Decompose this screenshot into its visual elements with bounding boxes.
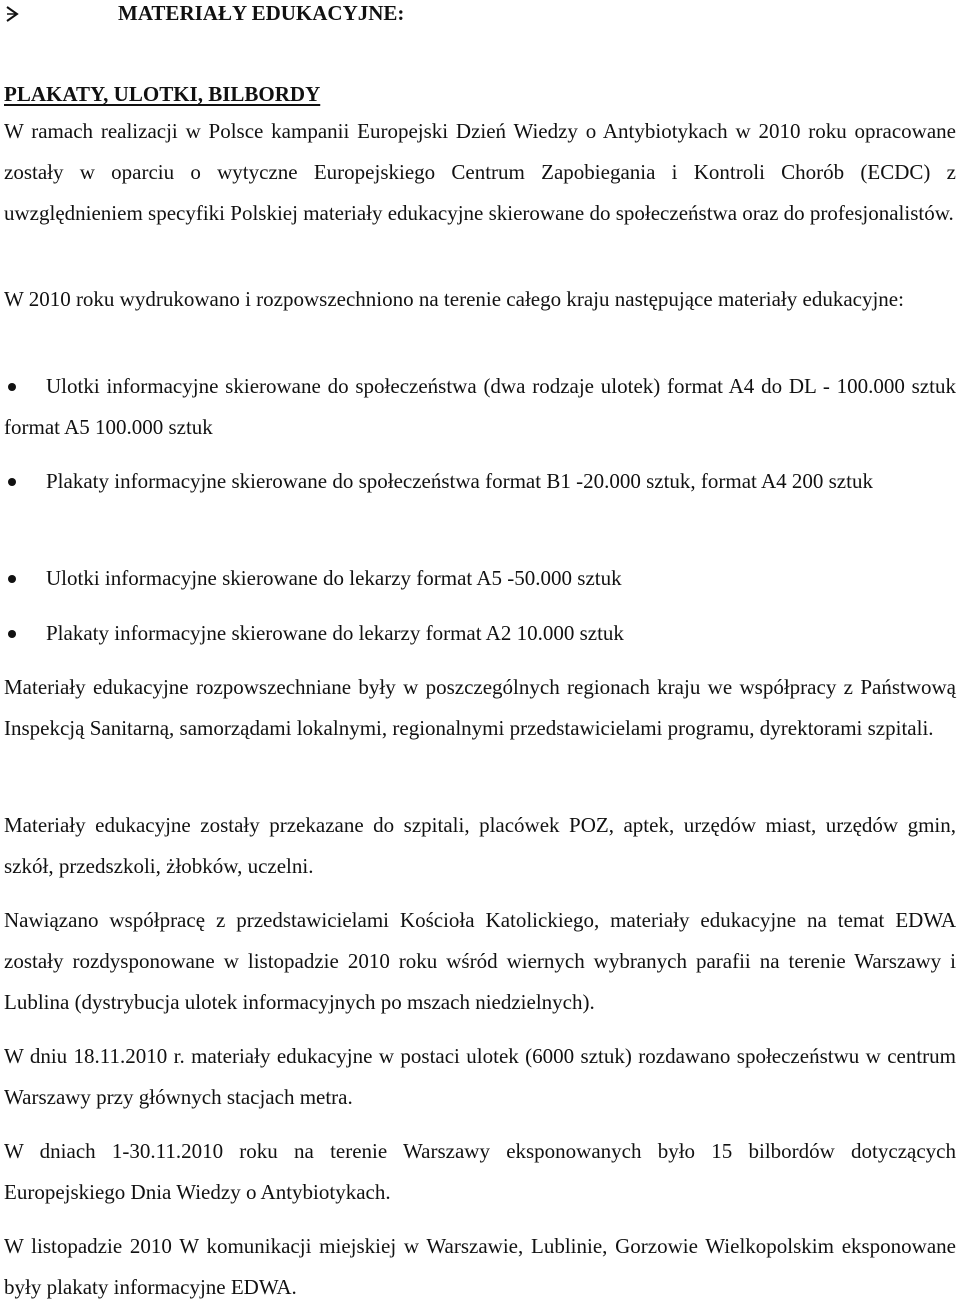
subsection-heading: PLAKATY, ULOTKI, BILBORDY bbox=[4, 82, 321, 106]
body-paragraph: Materiały edukacyjne rozpowszechniane były w poszczególnych regionach kraju we współpracy z Państwową Inspekcją Sanitarną, samorządami lokalnymi, regionalnymi przedstawicielami programu, dyrektorami szpitali. bbox=[4, 675, 956, 740]
body-paragraph: W dniach 1-30.11.2010 roku na terenie Warszawy eksponowanych było 15 bilbordów dotyczących Europejskiego Dnia Wiedzy o Antybiotykach. bbox=[4, 1139, 956, 1204]
intro-paragraph: W ramach realizacji w Polsce kampanii Europejski Dzień Wiedzy o Antybiotykach w 2010 roku opracowane zostały w oparciu o wytyczne Europejskiego Centrum Zapobiegania i Kontroli Chorób (ECDC) z uwzględnieniem specyfiki Polskiej materiały edukacyjne skierowane do społeczeństwa oraz do profesjonalistów. bbox=[4, 119, 956, 225]
bullet-item bbox=[4, 366, 956, 448]
bullet-dot-icon bbox=[8, 575, 16, 583]
bullet-item-text: Ulotki informacyjne skierowane do lekarzy format A5 -50.000 sztuk bbox=[46, 566, 622, 590]
body-paragraph: Nawiązano współpracę z przedstawicielami Kościoła Katolickiego, materiały edukacyjne na temat EDWA zostały rozdysponowane w listopadzie 2010 roku wśród wiernych wybranych parafii na terenie Warszawy i Lublina (dystrybucja ulotek informacyjnych po mszach niedzielnych). bbox=[4, 908, 956, 1014]
bullet-item-text: Plakaty informacyjne skierowane do lekarzy format A2 10.000 sztuk bbox=[46, 621, 624, 645]
bullet-item bbox=[4, 461, 956, 502]
arrowhead-bullet-icon bbox=[4, 6, 20, 22]
bullet-dot-icon bbox=[8, 478, 16, 486]
print-paragraph: W 2010 roku wydrukowano i rozpowszechniono na terenie całego kraju następujące materiały edukacyjne: bbox=[4, 287, 904, 311]
section-heading-text: MATERIAŁY EDUKACYJNE: bbox=[118, 1, 405, 25]
body-paragraph: W listopadzie 2010 W komunikacji miejskiej w Warszawie, Lublinie, Gorzowie Wielkopolskim eksponowane były plakaty informacyjne EDWA. bbox=[4, 1234, 956, 1299]
bullet-item-text: Plakaty informacyjne skierowane do społeczeństwa format B1 -20.000 sztuk, format A4 200 sztuk bbox=[46, 469, 873, 493]
body-paragraph: Materiały edukacyjne zostały przekazane do szpitali, placówek POZ, aptek, urzędów miast, urzędów gmin, szkół, przedszkoli, żłobków, uczelni. bbox=[4, 813, 956, 878]
bullet-item-text: Ulotki informacyjne skierowane do społeczeństwa (dwa rodzaje ulotek) format A4 do DL - 100.000 sztuk format A5 100.000 sztuk bbox=[4, 374, 956, 439]
bullet-dot-icon bbox=[8, 630, 16, 638]
body-paragraph: W dniu 18.11.2010 r. materiały edukacyjne w postaci ulotek (6000 sztuk) rozdawano społeczeństwu w centrum Warszawy przy głównych stacjach metra. bbox=[4, 1044, 956, 1109]
bullet-dot-icon bbox=[8, 383, 16, 391]
bullet-item bbox=[4, 558, 956, 599]
bullet-item bbox=[4, 613, 956, 654]
